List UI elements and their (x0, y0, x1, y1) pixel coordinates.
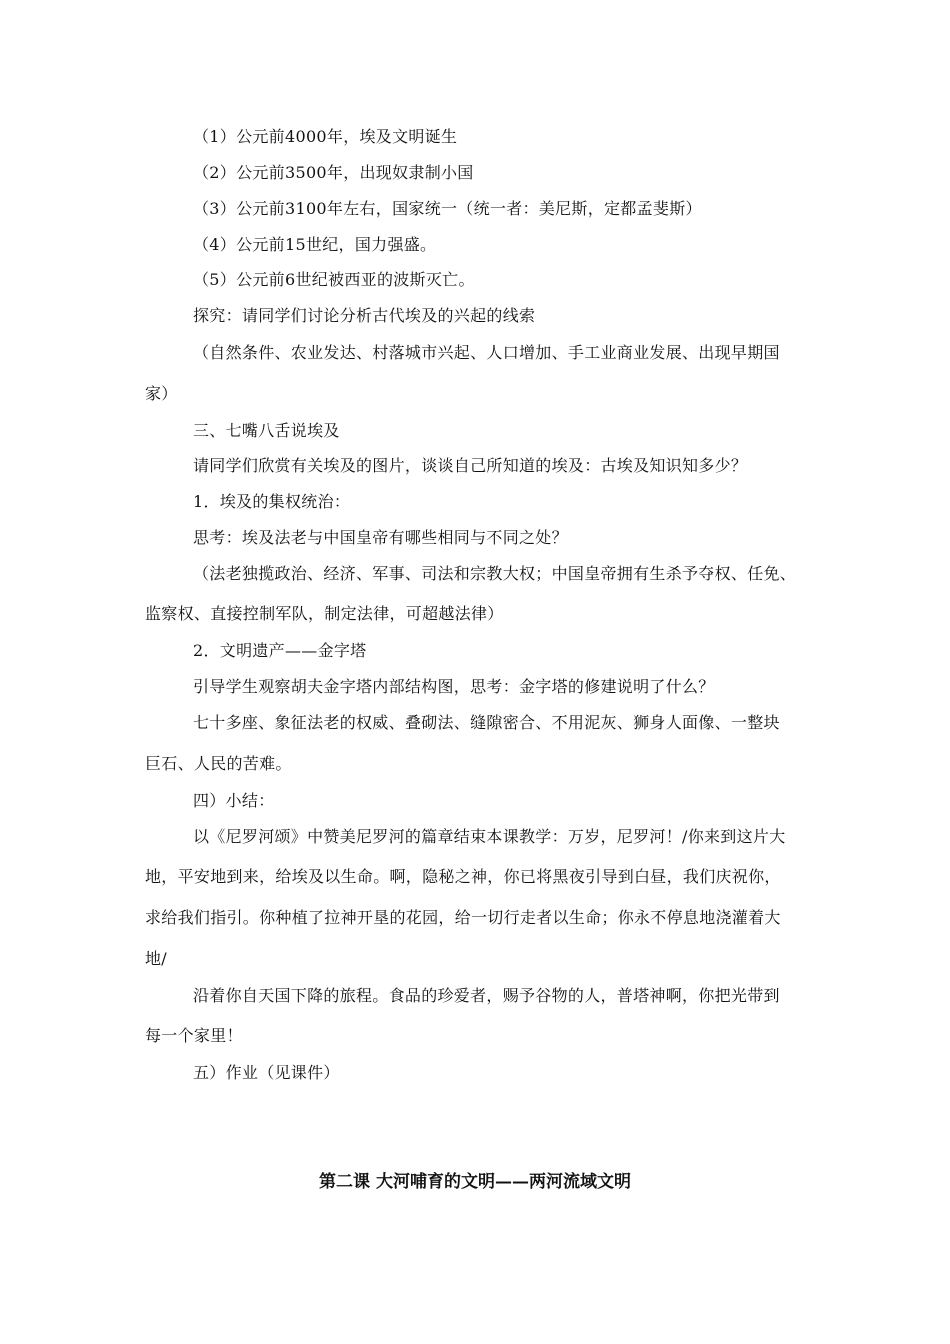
section-intro: 请同学们欣赏有关埃及的图片，谈谈自己所知道的埃及：古埃及知识知多少？ (193, 456, 748, 475)
timeline-item-1: （1）公元前4000年，埃及文明诞生 (193, 127, 458, 146)
timeline-item-2: （2）公元前3500年，出现奴隶制小国 (193, 163, 474, 182)
think-answer-1-line-2: 监察权、直接控制军队，制定法律，可超越法律） (145, 604, 504, 623)
inquiry-answer-line-1: （自然条件、农业发达、村落城市兴起、人口增加、手工业商业发展、出现早期国 (193, 343, 780, 362)
summary-line-6: 每一个家里！ (145, 1026, 243, 1045)
summary-line-4: 地/ (145, 949, 167, 968)
summary-line-5: 沿着你自天国下降的旅程。食品的珍爱者，赐予谷物的人，普塔神啊，你把光带到 (193, 986, 780, 1005)
think-question-1: 思考：埃及法老与中国皇帝有哪些相同与不同之处？ (193, 528, 568, 547)
think-answer-1-line-1: （法老独揽政治、经济、军事、司法和宗教大权；中国皇帝拥有生杀予夺权、任免、 (193, 564, 797, 583)
summary-line-1: 以《尼罗河颂》中赞美尼罗河的篇章结束本课教学：万岁，尼罗河！/你来到这片大 (193, 827, 786, 846)
timeline-item-4: （4）公元前15世纪，国力强盛。 (193, 235, 437, 254)
summary-line-2: 地，平安地到来，给埃及以生命。啊，隐秘之神，你已将黑夜引导到白昼，我们庆祝你， (145, 867, 781, 886)
think-question-2: 引导学生观察胡夫金字塔内部结构图，思考：金字塔的修建说明了什么？ (193, 677, 715, 696)
section-heading-3: 三、七嘴八舌说埃及 (193, 421, 340, 440)
timeline-item-5: （5）公元前6世纪被西亚的波斯灭亡。 (193, 270, 475, 289)
subheading-2: 2．文明遗产——金字塔 (193, 641, 367, 660)
summary-line-3: 求给我们指引。你种植了拉神开垦的花园，给一切行走者以生命；你永不停息地浇灌着大 (145, 908, 781, 927)
think-answer-2-line-2: 巨石、人民的苦难。 (145, 754, 292, 773)
subheading-1: 1．埃及的集权统治： (193, 492, 351, 511)
inquiry-answer-line-2: 家） (145, 384, 178, 403)
think-answer-2-line-1: 七十多座、象征法老的权威、叠砌法、缝隙密合、不用泥灰、狮身人面像、一整块 (193, 713, 780, 732)
lesson-title: 第二课 大河哺育的文明——两河流域文明 (319, 1172, 631, 1192)
inquiry-prompt: 探究：请同学们讨论分析古代埃及的兴起的线索 (193, 306, 536, 325)
summary-heading: 四）小结： (193, 791, 275, 810)
timeline-item-3: （3）公元前3100年左右，国家统一（统一者：美尼斯，定都孟斐斯） (193, 199, 702, 218)
homework-heading: 五）作业（见课件） (193, 1063, 340, 1082)
